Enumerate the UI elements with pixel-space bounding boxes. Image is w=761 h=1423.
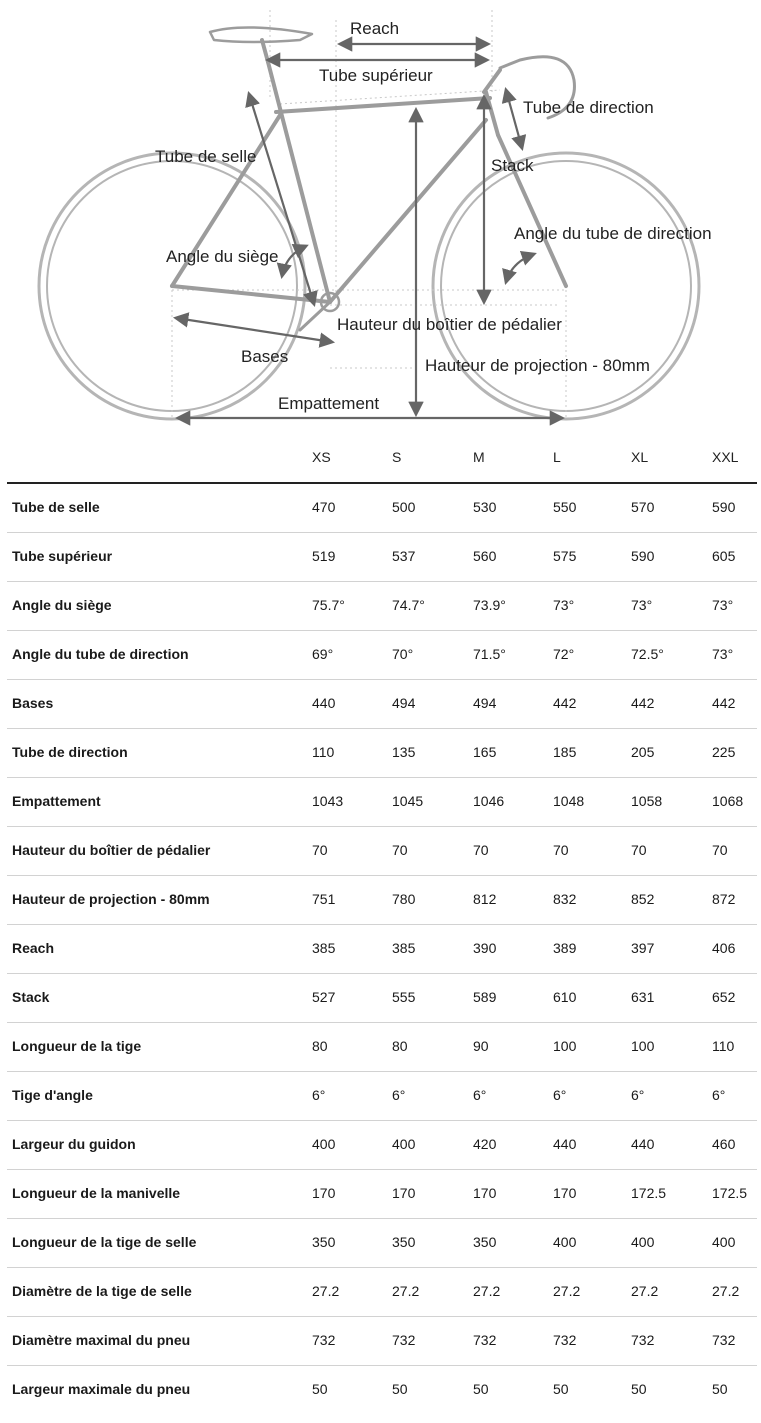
table-cell: 350 [473,1234,497,1250]
table-cell: 832 [553,891,577,907]
table-row [7,729,757,778]
size-header-s: S [392,449,402,465]
head-angle-label: Angle du tube de direction [514,224,712,243]
table-cell: 80 [392,1038,408,1054]
row-label: Longueur de la tige de selle [12,1234,197,1250]
table-cell: 550 [553,499,577,515]
table-cell: 73° [712,597,734,613]
row-label: Bases [12,695,54,711]
table-cell: 71.5° [473,646,506,662]
table-cell: 570 [631,499,655,515]
table-row [7,582,757,631]
table-cell: 6° [392,1087,406,1103]
table-cell: 460 [712,1136,736,1152]
table-cell: 555 [392,989,416,1005]
table-cell: 575 [553,548,577,564]
chainstays-label: Bases [241,347,289,366]
table-header [7,433,757,484]
row-label: Largeur maximale du pneu [12,1381,191,1397]
table-cell: 631 [631,989,655,1005]
table-cell: 50 [312,1381,328,1397]
table-cell: 400 [712,1234,736,1250]
table-cell: 442 [631,695,655,711]
table-cell: 72.5° [631,646,664,662]
wheelbase-label: Empattement [278,394,380,413]
table-cell: 73° [631,597,653,613]
table-cell: 170 [312,1185,336,1201]
table-cell: 530 [473,499,497,515]
row-label: Tube supérieur [12,548,113,564]
bb-height-label: Hauteur du boîtier de pédalier [337,315,562,334]
table-row [7,1366,757,1414]
row-label: Longueur de la tige [12,1038,142,1054]
table-cell: 400 [553,1234,577,1250]
table-cell: 494 [392,695,416,711]
table-cell: 350 [392,1234,416,1250]
table-cell: 70 [553,842,569,858]
table-cell: 442 [553,695,577,711]
seat-tube-label: Tube de selle [155,147,257,166]
table-cell: 27.2 [312,1283,340,1299]
table-row [7,484,757,533]
table-cell: 500 [392,499,416,515]
table-cell: 397 [631,940,655,956]
table-cell: 100 [631,1038,655,1054]
table-cell: 400 [312,1136,336,1152]
row-label: Tige d'angle [12,1087,93,1103]
row-label: Diamètre de la tige de selle [12,1283,192,1299]
table-cell: 50 [712,1381,728,1397]
table-cell: 389 [553,940,577,956]
seat-angle-label: Angle du siège [166,247,279,266]
table-cell: 74.7° [392,597,425,613]
table-cell: 70 [473,842,489,858]
table-cell: 872 [712,891,736,907]
row-label: Empattement [12,793,101,809]
table-cell: 6° [712,1087,726,1103]
head-tube-label: Tube de direction [523,98,654,117]
table-cell: 605 [712,548,736,564]
row-label: Angle du tube de direction [12,646,189,662]
table-cell: 406 [712,940,736,956]
table-cell: 80 [312,1038,328,1054]
row-label: Angle du siège [12,597,112,613]
table-cell: 70° [392,646,414,662]
table-row [7,925,757,974]
table-row [7,1317,757,1366]
table-cell: 527 [312,989,336,1005]
table-cell: 172.5 [712,1185,748,1201]
table-cell: 73.9° [473,597,506,613]
table-cell: 1043 [312,793,344,809]
table-cell: 170 [392,1185,416,1201]
table-cell: 589 [473,989,497,1005]
table-cell: 110 [312,744,335,760]
table-cell: 780 [392,891,416,907]
table-row [7,680,757,729]
row-label: Diamètre maximal du pneu [12,1332,191,1348]
table-cell: 385 [312,940,336,956]
table-cell: 135 [392,744,416,760]
table-cell: 390 [473,940,497,956]
table-cell: 70 [312,842,328,858]
geometry-table [7,433,757,1414]
table-cell: 1048 [553,793,585,809]
table-row [7,631,757,680]
table-cell: 50 [553,1381,569,1397]
table-cell: 6° [631,1087,645,1103]
table-cell: 69° [312,646,334,662]
table-cell: 6° [312,1087,326,1103]
table-cell: 72° [553,646,575,662]
table-cell: 751 [312,891,336,907]
table-cell: 1046 [473,793,505,809]
table-cell: 519 [312,548,336,564]
table-cell: 70 [712,842,728,858]
table-row [7,1121,757,1170]
table-cell: 6° [473,1087,487,1103]
table-row [7,778,757,827]
table-row [7,1219,757,1268]
table-cell: 170 [473,1185,497,1201]
row-label: Reach [12,940,55,956]
table-cell: 470 [312,499,336,515]
table-cell: 70 [392,842,408,858]
row-label: Tube de selle [12,499,100,515]
reach-label: Reach [350,19,400,38]
table-cell: 732 [631,1332,655,1348]
table-cell: 652 [712,989,736,1005]
bike-geometry-diagram [0,0,761,430]
table-row [7,1023,757,1072]
table-cell: 610 [553,989,577,1005]
table-cell: 537 [392,548,416,564]
size-header-xl: XL [631,449,649,465]
table-cell: 400 [631,1234,655,1250]
table-cell: 440 [631,1136,655,1152]
table-cell: 852 [631,891,655,907]
table-cell: 165 [473,744,497,760]
table-cell: 205 [631,744,655,760]
size-header-xxl: XXL [712,449,739,465]
table-cell: 732 [312,1332,336,1348]
table-cell: 812 [473,891,497,907]
table-cell: 400 [392,1136,416,1152]
table-row [7,1268,757,1317]
stack-label: Stack [491,156,534,175]
table-cell: 440 [312,695,336,711]
table-cell: 73° [712,646,734,662]
table-row [7,1170,757,1219]
table-cell: 560 [473,548,497,564]
table-cell: 385 [392,940,416,956]
size-header-m: M [473,449,485,465]
table-cell: 1068 [712,793,744,809]
size-header-l: L [553,449,561,465]
table-cell: 70 [631,842,647,858]
row-label: Hauteur de projection - 80mm [12,891,210,907]
table-cell: 185 [553,744,577,760]
table-cell: 27.2 [553,1283,581,1299]
table-cell: 27.2 [392,1283,420,1299]
size-header-xs: XS [312,449,331,465]
table-cell: 6° [553,1087,567,1103]
table-row [7,533,757,582]
table-cell: 1058 [631,793,663,809]
table-cell: 27.2 [712,1283,740,1299]
top-tube-label: Tube supérieur [319,66,433,85]
table-cell: 590 [712,499,736,515]
table-cell: 27.2 [631,1283,659,1299]
table-cell: 732 [392,1332,416,1348]
table-cell: 50 [473,1381,489,1397]
row-label: Hauteur du boîtier de pédalier [12,842,211,858]
table-cell: 732 [473,1332,497,1348]
row-label: Tube de direction [12,744,128,760]
table-row [7,827,757,876]
table-cell: 732 [712,1332,736,1348]
table-cell: 494 [473,695,497,711]
table-cell: 172.5 [631,1185,667,1201]
table-cell: 110 [712,1038,735,1054]
table-cell: 590 [631,548,655,564]
table-cell: 50 [631,1381,647,1397]
table-cell: 440 [553,1136,577,1152]
table-body [7,484,757,1414]
table-row [7,974,757,1023]
table-cell: 100 [553,1038,577,1054]
table-cell: 225 [712,744,736,760]
table-cell: 50 [392,1381,408,1397]
table-cell: 170 [553,1185,577,1201]
table-cell: 350 [312,1234,336,1250]
table-cell: 73° [553,597,575,613]
row-label: Longueur de la manivelle [12,1185,181,1201]
table-cell: 75.7° [312,597,345,613]
table-cell: 442 [712,695,736,711]
table-cell: 90 [473,1038,489,1054]
table-cell: 27.2 [473,1283,501,1299]
row-label: Largeur du guidon [12,1136,136,1152]
row-label: Stack [12,989,50,1005]
table-row [7,876,757,925]
table-cell: 420 [473,1136,497,1152]
table-cell: 732 [553,1332,577,1348]
table-cell: 1045 [392,793,424,809]
standover-label: Hauteur de projection - 80mm [425,356,650,375]
table-row [7,1072,757,1121]
